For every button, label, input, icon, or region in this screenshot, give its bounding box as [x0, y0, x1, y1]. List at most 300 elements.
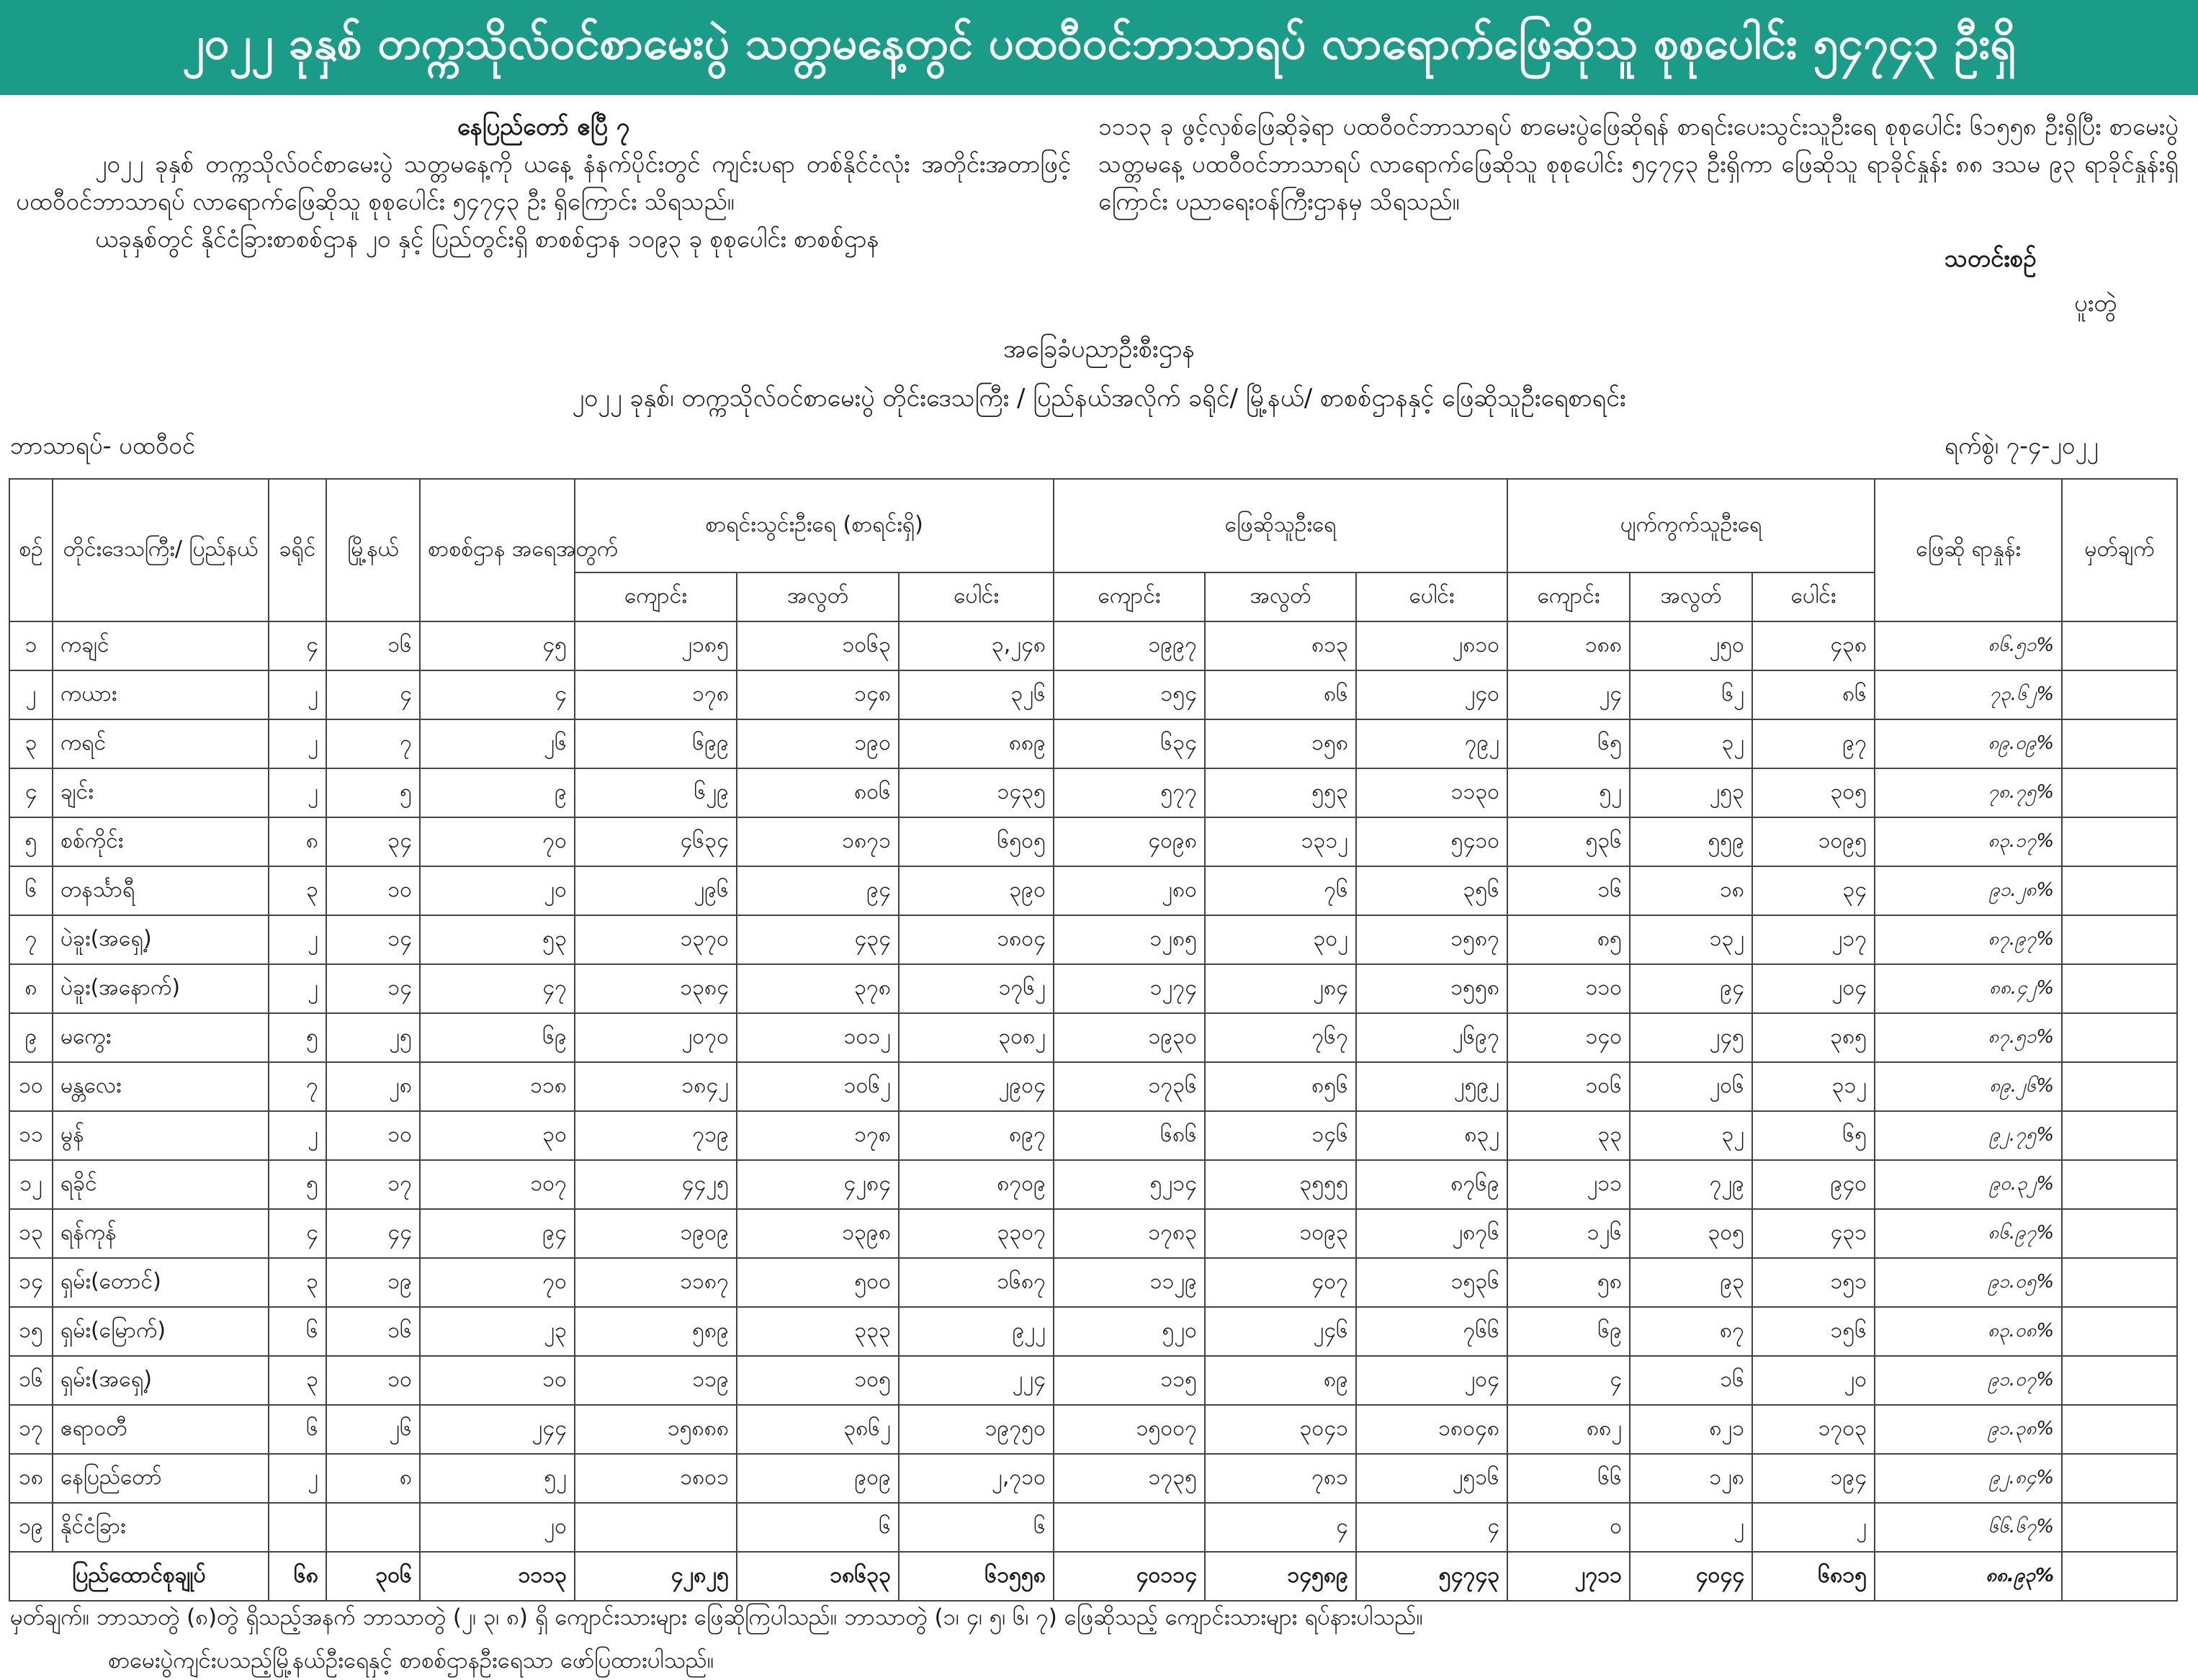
cell-registered-male: ၁၈၄၂ — [575, 1062, 737, 1111]
cell-region: မန္တလေး — [53, 1062, 269, 1111]
cell-township: ၄၄ — [326, 1209, 420, 1258]
cell-township: ၂၅ — [326, 1013, 420, 1062]
cell-centres: ၄၇ — [420, 964, 575, 1013]
cell-attended-total: ၈၃၂ — [1356, 1111, 1507, 1160]
cell-absent-male: ၅၃၆ — [1507, 817, 1630, 866]
cell-attended-male: ၁၉၃၀ — [1054, 1013, 1205, 1062]
cell-remark — [2062, 1258, 2177, 1307]
cell-percent: ၉၁.၀၇% — [1875, 1356, 2062, 1405]
header-centres: စာစစ်ဌာန အရေအတွက် — [420, 479, 575, 621]
cell-attended-total: ၃၅၆ — [1356, 866, 1507, 915]
cell-region: ရခိုင် — [53, 1160, 269, 1209]
cell-attended-male: ၁၉၉၇ — [1054, 621, 1205, 670]
cell-township: ၁၀ — [326, 866, 420, 915]
cell-attended-total: ၇၉၂ — [1356, 719, 1507, 768]
subheader-male: ကျောင်း — [575, 572, 737, 621]
cell-attended-male: ၁၅၄ — [1054, 670, 1205, 719]
cell-absent-female: ၈၂၁ — [1630, 1405, 1752, 1454]
table-row — [9, 915, 2177, 964]
cell-total-label: ပြည်ထောင်စုချုပ် — [9, 1552, 269, 1601]
cell-township: ၇ — [326, 719, 420, 768]
cell-attended-total: ၂၅၉၂ — [1356, 1062, 1507, 1111]
cell-registered-female: ၁၃၉၈ — [737, 1209, 899, 1258]
cell-centres: ၉၄ — [420, 1209, 575, 1258]
cell-township: ၁၆ — [326, 1307, 420, 1356]
cell-district: ၆ — [269, 1405, 326, 1454]
cell-registered-female: ၁၄၈ — [737, 670, 899, 719]
cell-registered-total: ၁၇၆၂ — [899, 964, 1054, 1013]
cell-attended-total: ၂၅၁၆ — [1356, 1454, 1507, 1503]
cell-registered-total: ၃၂၆ — [899, 670, 1054, 719]
table-total-row — [9, 1552, 2177, 1601]
cell-remark — [2062, 1552, 2177, 1601]
cell-region: မွန် — [53, 1111, 269, 1160]
reporter: သတင်းစဉ် — [1944, 244, 2037, 272]
cell-absent-female: ၁၃၂ — [1630, 915, 1752, 964]
cell-registered-total: ၆၅၀၅ — [899, 817, 1054, 866]
cell-absent-total: ၁၀၉၅ — [1752, 817, 1875, 866]
table-row — [9, 1160, 2177, 1209]
cell-remark — [2062, 1111, 2177, 1160]
header-township: မြို့နယ် — [326, 479, 420, 621]
cell-registered-female: ၁၉၀ — [737, 719, 899, 768]
cell-registered-male: ၁၁၉ — [575, 1356, 737, 1405]
cell-absent-female: ၄၀၄၄ — [1630, 1552, 1752, 1601]
table-row — [9, 1356, 2177, 1405]
cell-attended-female: ၈၉ — [1205, 1356, 1356, 1405]
cell-remark — [2062, 1209, 2177, 1258]
article-paragraph-1: ၂၀၂၂ ခုနှစ် တက္ကသိုလ်ဝင်စာမေးပွဲ သတ္တမနေ့ကို ယနေ့ နံနက်ပိုင်းတွင် ကျင်းပရာ တစ်နိုင်ငံလုံး အတိုင်းအတာဖြင့် ပထဝီဝင်ဘာသာရပ် လာရောက်ဖြေဆိုသူ စုစုပေါင်း ၅၄၇၄၃ ဦး ရှိကြောင်း သိရသည်။ — [16, 150, 1071, 215]
cell-no: ၁၂ — [9, 1160, 53, 1209]
header-region: တိုင်းဒေသကြီး/ ပြည်နယ် — [53, 479, 269, 621]
header-district: ခရိုင် — [269, 479, 326, 621]
cell-absent-total: ၁၉၄ — [1752, 1454, 1875, 1503]
header-percent: ဖြေဆို ရာနှုန်း — [1875, 479, 2062, 621]
cell-township: ၁၀ — [326, 1111, 420, 1160]
cell-centres: ၅၃ — [420, 915, 575, 964]
cell-absent-male: ၁၆ — [1507, 866, 1630, 915]
cell-registered-male: ၁၁၈၇ — [575, 1258, 737, 1307]
cell-absent-total: ၉၄၀ — [1752, 1160, 1875, 1209]
cell-registered-male: ၁၅၈၈၈ — [575, 1405, 737, 1454]
cell-registered-female: ၉၀၉ — [737, 1454, 899, 1503]
cell-absent-male: ၂၇၁၁ — [1507, 1552, 1630, 1601]
cell-centres: ၉ — [420, 768, 575, 817]
cell-district: ၂ — [269, 768, 326, 817]
cell-centres: ၃၀ — [420, 1111, 575, 1160]
cell-attended-female: ၅၅၃ — [1205, 768, 1356, 817]
cell-no: ၁ — [9, 621, 53, 670]
cell-remark — [2062, 719, 2177, 768]
cell-absent-female: ၁၂၈ — [1630, 1454, 1752, 1503]
subheader-total: ပေါင်း — [1752, 572, 1875, 621]
footnote: မှတ်ချက်။ ဘာသာတွဲ (၈)တွဲ ရှိသည့်အနက် ဘာသာတွဲ (၂၊ ၃၊ ၈) ရှိ ကျောင်းသားများ ဖြေဆိုကြပါသည်။ ဘာသာတွဲ (၁၊ ၄၊ ၅၊ ၆၊ ၇) ဖြေဆိုသည့် ကျောင်းသားများ ရပ်နားပါသည်။ — [10, 1604, 1423, 1630]
cell-district: ၄ — [269, 621, 326, 670]
cell-absent-male: ၁၂၆ — [1507, 1209, 1630, 1258]
cell-registered-total: ၁၉၇၅၀ — [899, 1405, 1054, 1454]
cell-no: ၄ — [9, 768, 53, 817]
cell-registered-male: ၁၈၀၁ — [575, 1454, 737, 1503]
cell-township: ၂၈ — [326, 1062, 420, 1111]
cell-absent-female: ၉၄ — [1630, 964, 1752, 1013]
cell-no: ၈ — [9, 964, 53, 1013]
cell-no: ၁၉ — [9, 1503, 53, 1552]
article-paragraph-3: ၁၁၁၃ ခု ဖွင့်လှစ်ဖြေဆိုခဲ့ရာ ပထဝီဝင်ဘာသာရပ် စာမေးပွဲဖြေဆိုရန် စာရင်းပေးသွင်းသူဦးရေ စုစုပေါင်း ၆၁၅၅၈ ဦးရှိပြီး စာမေးပွဲ သတ္တမနေ့ ပထဝီဝင်ဘာသာရပ် လာရောက်ဖြေဆိုသူ စုစုပေါင်း ၅၄၇၄၃ ဦးရှိကာ ဖြေဆိုသူ ရာခိုင်နှုန်း ၈၈ ဒသမ ၉၃ ရာခိုင်နှုန်းရှိကြောင်း ပညာရေးဝန်ကြီးဌာနမှ သိရသည်။ — [1098, 112, 2179, 215]
cell-registered-male: ၂၉၆ — [575, 866, 737, 915]
cell-attended-total: ၂၄၀ — [1356, 670, 1507, 719]
cell-township: ၅ — [326, 768, 420, 817]
cell-registered-male: ၅၈၉ — [575, 1307, 737, 1356]
cell-absent-female: ၉၃ — [1630, 1258, 1752, 1307]
cell-registered-female: ၁၀၆၂ — [737, 1062, 899, 1111]
cell-region: မကွေး — [53, 1013, 269, 1062]
cell-absent-total: ၃၁၂ — [1752, 1062, 1875, 1111]
cell-township — [326, 1503, 420, 1552]
cell-district: ၇ — [269, 1062, 326, 1111]
cell-registered-total: ၂၉၀၄ — [899, 1062, 1054, 1111]
cell-attended-male — [1054, 1503, 1205, 1552]
cell-no: ၁၇ — [9, 1405, 53, 1454]
cell-absent-total: ၁၅၁ — [1752, 1258, 1875, 1307]
cell-centres: ၇၀ — [420, 1258, 575, 1307]
cell-absent-total: ၂ — [1752, 1503, 1875, 1552]
cell-percent: ၇၃.၆၂% — [1875, 670, 2062, 719]
cell-absent-total: ၂၀၄ — [1752, 964, 1875, 1013]
cell-region: တနင်္သာရီ — [53, 866, 269, 915]
cell-remark — [2062, 768, 2177, 817]
cell-attended-total: ၂၈၁၀ — [1356, 621, 1507, 670]
cell-township: ၄ — [326, 670, 420, 719]
cell-region: နေပြည်တော် — [53, 1454, 269, 1503]
cell-attended-total: ၂၆၉၇ — [1356, 1013, 1507, 1062]
header-remark: မှတ်ချက် — [2062, 479, 2177, 621]
cell-remark — [2062, 1307, 2177, 1356]
cell-attended-female: ၇၆ — [1205, 866, 1356, 915]
cell-attended-male: ၁၂၇၄ — [1054, 964, 1205, 1013]
cell-attended-male: ၆၃၄ — [1054, 719, 1205, 768]
table-body — [9, 621, 2177, 1601]
cell-district: ၃ — [269, 1356, 326, 1405]
table-row — [9, 1503, 2177, 1552]
cell-registered-female: ၄၂၈၄ — [737, 1160, 899, 1209]
cell-district: ၅ — [269, 1013, 326, 1062]
cell-attended-female: ၈၅၆ — [1205, 1062, 1356, 1111]
cell-percent: ၉၁.၃၈% — [1875, 1405, 2062, 1454]
cell-attended-male: ၄၀၉၈ — [1054, 817, 1205, 866]
cell-registered-total: ၈၇၀၉ — [899, 1160, 1054, 1209]
cell-no: ၃ — [9, 719, 53, 768]
cell-no: ၁၀ — [9, 1062, 53, 1111]
cell-region: ဧရာဝတီ — [53, 1405, 269, 1454]
cell-registered-female: ၄၃၄ — [737, 915, 899, 964]
article-left-column — [16, 108, 1071, 258]
cell-centres: ၄၅ — [420, 621, 575, 670]
header-attended: ဖြေဆိုသူဦးရေ — [1054, 479, 1507, 572]
cell-registered-male: ၂၁၈၅ — [575, 621, 737, 670]
cell-registered-total: ၁၆၈၇ — [899, 1258, 1054, 1307]
cell-attended-male: ၁၂၈၅ — [1054, 915, 1205, 964]
cell-absent-total: ၈၆ — [1752, 670, 1875, 719]
cell-percent: ၈၆.၅၁% — [1875, 621, 2062, 670]
cell-district: ၂ — [269, 719, 326, 768]
cell-region: နိုင်ငံခြား — [53, 1503, 269, 1552]
cell-remark — [2062, 817, 2177, 866]
cell-percent: ၈၆.၉၇% — [1875, 1209, 2062, 1258]
cell-district: ၆ — [269, 1307, 326, 1356]
cell-absent-male: ၀ — [1507, 1503, 1630, 1552]
cell-centres: ၂၆ — [420, 719, 575, 768]
cell-absent-male: ၂၄ — [1507, 670, 1630, 719]
cell-registered-female: ၁၈၆၃၃ — [737, 1552, 899, 1601]
cell-district: ၂ — [269, 670, 326, 719]
table-row — [9, 719, 2177, 768]
cell-registered-female: ၁၀၅ — [737, 1356, 899, 1405]
cell-percent: ၈၉.၂၆% — [1875, 1062, 2062, 1111]
cell-registered-female: ၁၈၇၁ — [737, 817, 899, 866]
cell-attended-total: ၁၅၈၇ — [1356, 915, 1507, 964]
cell-absent-total: ၆၈၁၅ — [1752, 1552, 1875, 1601]
cell-percent: ၈၉.၀၉% — [1875, 719, 2062, 768]
cell-registered-female: ၃၇၈ — [737, 964, 899, 1013]
cell-region: ကချင် — [53, 621, 269, 670]
cell-attended-total: ၂၈၇၆ — [1356, 1209, 1507, 1258]
cell-centres: ၁၁၈ — [420, 1062, 575, 1111]
cell-remark — [2062, 1454, 2177, 1503]
cell-registered-male: ၆၉၉ — [575, 719, 737, 768]
table-row — [9, 1209, 2177, 1258]
cell-absent-total: ၃၈၅ — [1752, 1013, 1875, 1062]
cell-percent: ၉၁.၀၅% — [1875, 1258, 2062, 1307]
cell-attended-female: ၁၄၅၈၉ — [1205, 1552, 1356, 1601]
cell-registered-total: ၁၄၃၅ — [899, 768, 1054, 817]
document-date: ရက်စွဲ၊ ၇-၄-၂၀၂၂ — [1944, 431, 2099, 459]
cell-remark — [2062, 1013, 2177, 1062]
cell-attended-male: ၅၂၀ — [1054, 1307, 1205, 1356]
cell-region: စစ်ကိုင်း — [53, 817, 269, 866]
cell-township: ၁၆ — [326, 621, 420, 670]
cell-registered-female: ၈၀၆ — [737, 768, 899, 817]
cell-attended-male: ၁၇၃၅ — [1054, 1454, 1205, 1503]
cell-remark — [2062, 621, 2177, 670]
cell-centres: ၁၁၁၃ — [420, 1552, 575, 1601]
headline-banner — [0, 0, 2198, 95]
cell-attended-male: ၁၇၈၃ — [1054, 1209, 1205, 1258]
cell-absent-total: ၆၅ — [1752, 1111, 1875, 1160]
cell-centres: ၁၀ — [420, 1356, 575, 1405]
cell-registered-male: ၇၁၉ — [575, 1111, 737, 1160]
headline: ၂၀၂၂ ခုနှစ် တက္ကသိုလ်ဝင်စာမေးပွဲ သတ္တမနေ့တွင် ပထဝီဝင်ဘာသာရပ် လာရောက်ဖြေဆိုသူ စုစုပေါင်း ၅၄၇၄၃ ဦးရှိ — [181, 16, 2017, 69]
cell-attended-female: ၈၆ — [1205, 670, 1356, 719]
cell-district: ၄ — [269, 1209, 326, 1258]
subheader-total: ပေါင်း — [1356, 572, 1507, 621]
cell-region: ကယား — [53, 670, 269, 719]
cell-registered-total: ၁၈၀၄ — [899, 915, 1054, 964]
table-row — [9, 1405, 2177, 1454]
cell-absent-total: ၃၀၅ — [1752, 768, 1875, 817]
cell-township: ၃၄ — [326, 817, 420, 866]
cell-attended-total: ၄ — [1356, 1503, 1507, 1552]
table-row — [9, 670, 2177, 719]
cell-district: ၂ — [269, 915, 326, 964]
cell-attended-total: ၂၀၄ — [1356, 1356, 1507, 1405]
cell-district: ၈ — [269, 817, 326, 866]
cell-attended-total: ၇၆၆ — [1356, 1307, 1507, 1356]
table-row — [9, 768, 2177, 817]
cell-no: ၁၄ — [9, 1258, 53, 1307]
cell-no: ၁၆ — [9, 1356, 53, 1405]
cell-registered-male: ၄၄၂၅ — [575, 1160, 737, 1209]
cell-absent-male: ၆၅ — [1507, 719, 1630, 768]
cell-attended-female: ၁၀၉၃ — [1205, 1209, 1356, 1258]
cell-no: ၉ — [9, 1013, 53, 1062]
article-paragraph-2: ယခုနှစ်တွင် နိုင်ငံခြားစာစစ်ဌာန ၂၀ နှင့် ပြည်တွင်းရှိ စာစစ်ဌာန ၁၀၉၃ ခု စုစုပေါင်း စာစစ်ဌာန — [95, 225, 879, 253]
cell-remark — [2062, 1356, 2177, 1405]
cell-centres: ၁၀၇ — [420, 1160, 575, 1209]
cell-attended-female: ၈၁၃ — [1205, 621, 1356, 670]
cell-registered-male: ၁၃၈၄ — [575, 964, 737, 1013]
document-title: ၂၀၂၂ ခုနှစ်၊ တက္ကသိုလ်ဝင်စာမေးပွဲ တိုင်းဒေသကြီး / ပြည်နယ်အလိုက် ခရိုင်/ မြို့နယ်/ စာစစ်ဌာနနှင့် ဖြေဆိုသူဦးရေစာရင်း — [572, 384, 1626, 413]
document-office: အခြေခံပညာဦးစီးဌာန — [1002, 335, 1196, 364]
cell-absent-male: ၆၉ — [1507, 1307, 1630, 1356]
table-row — [9, 1062, 2177, 1111]
cell-attended-male: ၂၈၀ — [1054, 866, 1205, 915]
cell-attended-female: ၇၈၁ — [1205, 1454, 1356, 1503]
table-row — [9, 1307, 2177, 1356]
cell-percent: ၉၂.၇၅% — [1875, 1111, 2062, 1160]
cell-township: ၁၀ — [326, 1356, 420, 1405]
footnote-2: စာမေးပွဲကျင်းပသည့်မြို့နယ်ဦးရေနှင့် စာစစ်ဌာနဦးရေသာ ဖော်ပြထားပါသည်။ — [108, 1648, 714, 1674]
cell-absent-total: ၂၁၇ — [1752, 915, 1875, 964]
cell-absent-male: ၆၆ — [1507, 1454, 1630, 1503]
cell-remark — [2062, 1160, 2177, 1209]
cell-attended-total: ၅၄၇၄၃ — [1356, 1552, 1507, 1601]
cell-centres: ၄ — [420, 670, 575, 719]
cell-absent-female: ၃၂ — [1630, 719, 1752, 768]
cell-region: ကရင် — [53, 719, 269, 768]
cell-percent: ၈၇.၅၁% — [1875, 1013, 2062, 1062]
cell-registered-male: ၂၀၇၀ — [575, 1013, 737, 1062]
cell-percent: ၇၈.၇၅% — [1875, 768, 2062, 817]
cell-attended-female: ၃၀၄၁ — [1205, 1405, 1356, 1454]
cell-attended-female: ၄ — [1205, 1503, 1356, 1552]
cell-registered-female: ၉၄ — [737, 866, 899, 915]
cell-attended-male: ၁၁၅ — [1054, 1356, 1205, 1405]
cell-district — [269, 1503, 326, 1552]
cell-attended-female: ၁၃၁၂ — [1205, 817, 1356, 866]
cell-district: ၃ — [269, 1258, 326, 1307]
cell-absent-male: ၁၈၈ — [1507, 621, 1630, 670]
cell-absent-female: ၂၄၅ — [1630, 1013, 1752, 1062]
cell-township: ၁၄ — [326, 964, 420, 1013]
cell-absent-total: ၄၃၈ — [1752, 621, 1875, 670]
cell-absent-female: ၁၈ — [1630, 866, 1752, 915]
cell-absent-female: ၅၅၉ — [1630, 817, 1752, 866]
cell-registered-male: ၁၉၀၉ — [575, 1209, 737, 1258]
cell-attended-total: ၁၁၃၀ — [1356, 768, 1507, 817]
cell-township: ၂၆ — [326, 1405, 420, 1454]
cell-remark — [2062, 1062, 2177, 1111]
cell-centres: ၆၉ — [420, 1013, 575, 1062]
table-row — [9, 817, 2177, 866]
cell-absent-total: ၄၃၁ — [1752, 1209, 1875, 1258]
cell-registered-female: ၁၀၆၃ — [737, 621, 899, 670]
table-row — [9, 866, 2177, 915]
cell-absent-total: ၁၇၀၃ — [1752, 1405, 1875, 1454]
cell-district: ၂ — [269, 964, 326, 1013]
cell-registered-total: ၃၀၈၂ — [899, 1013, 1054, 1062]
cell-registered-total: ၈၈၉ — [899, 719, 1054, 768]
cell-township: ၈ — [326, 1454, 420, 1503]
subheader-female: အလွတ် — [1630, 572, 1752, 621]
cell-percent: ၈၃.၀၈% — [1875, 1307, 2062, 1356]
cell-registered-male: ၁၇၈ — [575, 670, 737, 719]
cell-attended-female: ၁၄၆ — [1205, 1111, 1356, 1160]
cell-absent-male: ၂၁၁ — [1507, 1160, 1630, 1209]
cell-absent-male: ၄ — [1507, 1356, 1630, 1405]
cell-township: ၁၇ — [326, 1160, 420, 1209]
cell-region: ရှမ်း(အရှေ့) — [53, 1356, 269, 1405]
cell-percent: ၈၈.၉၃% — [1875, 1552, 2062, 1601]
dateline: နေပြည်တော် ဧပြီ ၇ — [457, 112, 630, 140]
cell-district: ၆၈ — [269, 1552, 326, 1601]
cell-centres: ၂၄၄ — [420, 1405, 575, 1454]
cell-registered-female: ၃၈၆၂ — [737, 1405, 899, 1454]
subject-label: ဘာသာရပ်- ပထဝီဝင် — [10, 431, 196, 459]
cell-remark — [2062, 1503, 2177, 1552]
cell-registered-total: ၂၂၄ — [899, 1356, 1054, 1405]
cell-registered-female: ၃၃၃ — [737, 1307, 899, 1356]
cell-remark — [2062, 670, 2177, 719]
cell-registered-total: ၆ — [899, 1503, 1054, 1552]
cell-absent-female: ၂၅၃ — [1630, 768, 1752, 817]
cell-no: ၂ — [9, 670, 53, 719]
cell-region: ရှမ်း(မြောက်) — [53, 1307, 269, 1356]
cell-attended-total: ၁၅၃၆ — [1356, 1258, 1507, 1307]
cell-district: ၂ — [269, 1454, 326, 1503]
cell-attended-male: ၆၈၆ — [1054, 1111, 1205, 1160]
subheader-total: ပေါင်း — [899, 572, 1054, 621]
cell-percent: ၉၁.၂၈% — [1875, 866, 2062, 915]
cell-absent-male: ၃၃ — [1507, 1111, 1630, 1160]
table-row — [9, 1013, 2177, 1062]
cell-attended-female: ၂၈၄ — [1205, 964, 1356, 1013]
source-credit: ပူးတွဲ — [2074, 289, 2117, 317]
cell-registered-male: ၄၂၈၂၅ — [575, 1552, 737, 1601]
cell-attended-female: ၂၄၆ — [1205, 1307, 1356, 1356]
cell-attended-male: ၄၀၁၁၄ — [1054, 1552, 1205, 1601]
cell-registered-total: ၉၂၂ — [899, 1307, 1054, 1356]
table-row — [9, 1111, 2177, 1160]
cell-percent: ၉၀.၃၂% — [1875, 1160, 2062, 1209]
cell-district: ၃ — [269, 866, 326, 915]
cell-absent-female: ၂ — [1630, 1503, 1752, 1552]
table-row — [9, 1454, 2177, 1503]
cell-region: ရှမ်း(တောင်) — [53, 1258, 269, 1307]
cell-registered-total: ၃၉၀ — [899, 866, 1054, 915]
header-registered: စာရင်းသွင်းဦးရေ (စာရင်းရှိ) — [575, 479, 1054, 572]
cell-registered-total: ၃၃၀၇ — [899, 1209, 1054, 1258]
cell-attended-male: ၅၂၁၄ — [1054, 1160, 1205, 1209]
cell-registered-total: ၂,၇၁၀ — [899, 1454, 1054, 1503]
cell-no: ၁၃ — [9, 1209, 53, 1258]
cell-remark — [2062, 1405, 2177, 1454]
cell-no: ၇ — [9, 915, 53, 964]
cell-attended-female: ၇၆၇ — [1205, 1013, 1356, 1062]
cell-absent-male: ၁၀၆ — [1507, 1062, 1630, 1111]
cell-registered-female: ၁၀၁၂ — [737, 1013, 899, 1062]
cell-township: ၃၀၆ — [326, 1552, 420, 1601]
cell-region: ချင်း — [53, 768, 269, 817]
